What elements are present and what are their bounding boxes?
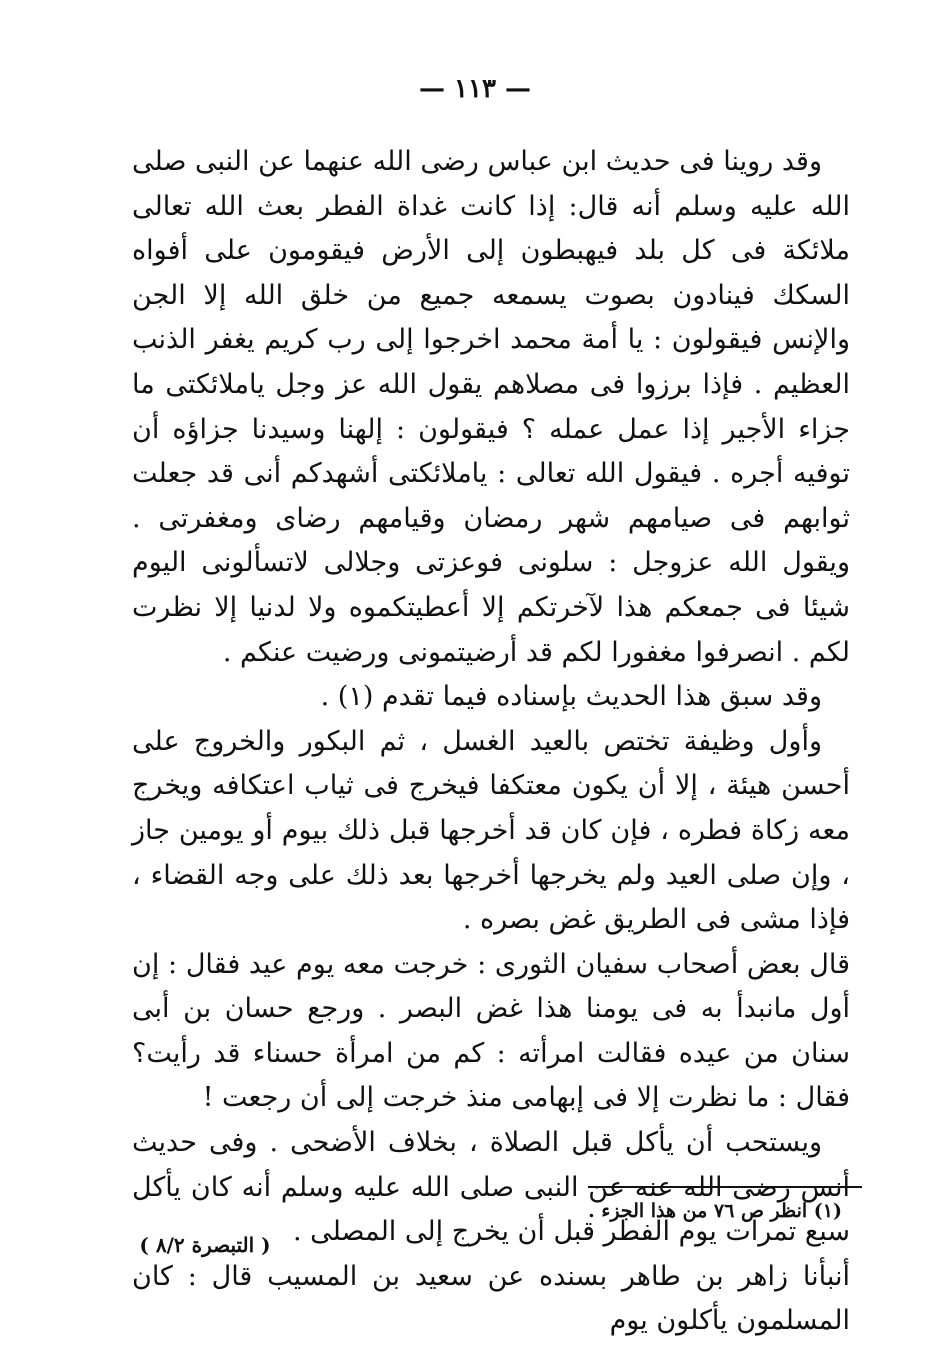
paragraph: أنبأنا زاهر بن طاهر بسنده عن سعيد بن المسيب قال : كان المسلمون يأكلون يوم (132, 1260, 850, 1337)
footnote: (١) انظر ص ٧٦ من هذا الجزء . (588, 1200, 842, 1222)
paragraph: وقد روينا فى حديث ابن عباس رضى الله عنهما عن النبى صلى الله عليه وسلم أنه قال: إذا كانت غداة الفطر بعث الله تعالى ملائكة فى كل بلد فيهبطون إلى الأرض فيقومون على أفواه السكك فينادون بصوت يسمعه جميع من خلق الله إلا الجن والإنس فيقولون : يا أمة محمد اخرجوا إلى رب كريم يغفر الذنب العظيم . فإذا برزوا فى مصلاهم يقول الله عز وجل ياملائكتى ما جزاء الأجير إذا عمل عمله ؟ فيقولون : إلهنا وسيدنا جزاؤه أن توفيه أجره . فيقول الله تعالى : ياملائكتى أشهدكم أنى قد جعلت ثوابهم فى صيامهم شهر رمضان وقيامهم رضاى ومغفرتى . ويقول الله عزوجل : سلونى فوعزتى وجلالى لاتسألونى اليوم شيئا فى جمعكم هذا لآخرتكم إلا أعطيتكموه ولا لدنيا إلا نظرت لكم . انصرفوا مغفورا لكم قد أرضيتمونى ورضيت عنكم . (132, 146, 850, 668)
main-text (132, 140, 850, 1344)
paragraph: قال بعض أصحاب سفيان الثورى : خرجت معه يوم عيد فقال : إن أول مانبدأ به فى يومنا هذا غض البصر . ورجع حسان بن أبى سنان من عيده فقالت امرأته : كم من امرأة حسناء قد رأيت؟ فقال : ما نظرت إلا فى إبهامى منذ خرجت إلى أن رجعت ! (132, 948, 850, 1114)
paragraph: ويستحب أن يأكل قبل الصلاة ، بخلاف الأضحى . وفى حديث أنس رضى الله عنه عن النبى صلى الله عليه وسلم أنه كان يأكل سبع تمرات يوم الفطر قبل أن يخرج إلى المصلى . (132, 1127, 850, 1248)
page-number: — ١١٣ — (418, 74, 532, 104)
printer-signature: ( التبصرة ٨/٢ ) (139, 1233, 271, 1257)
paragraph: وقد سبق هذا الحديث بإسناده فيما تقدم (١) . (320, 681, 822, 713)
paragraph: وأول وظيفة تختص بالعيد الغسل ، ثم البكور والخروج على أحسن هيئة ، إلا أن يكون معتكفا فيخرج فى ثياب اعتكافه ويخرج معه زكاة فطره ، فإن كان قد أخرجها قبل ذلك بيوم أو يومين جاز ، وإن صلى العيد ولم يخرجها أخرجها بعد ذلك على وجه القضاء ، فإذا مشى فى الطريق غض بصره . (132, 725, 850, 936)
footnote-divider (588, 1186, 862, 1188)
